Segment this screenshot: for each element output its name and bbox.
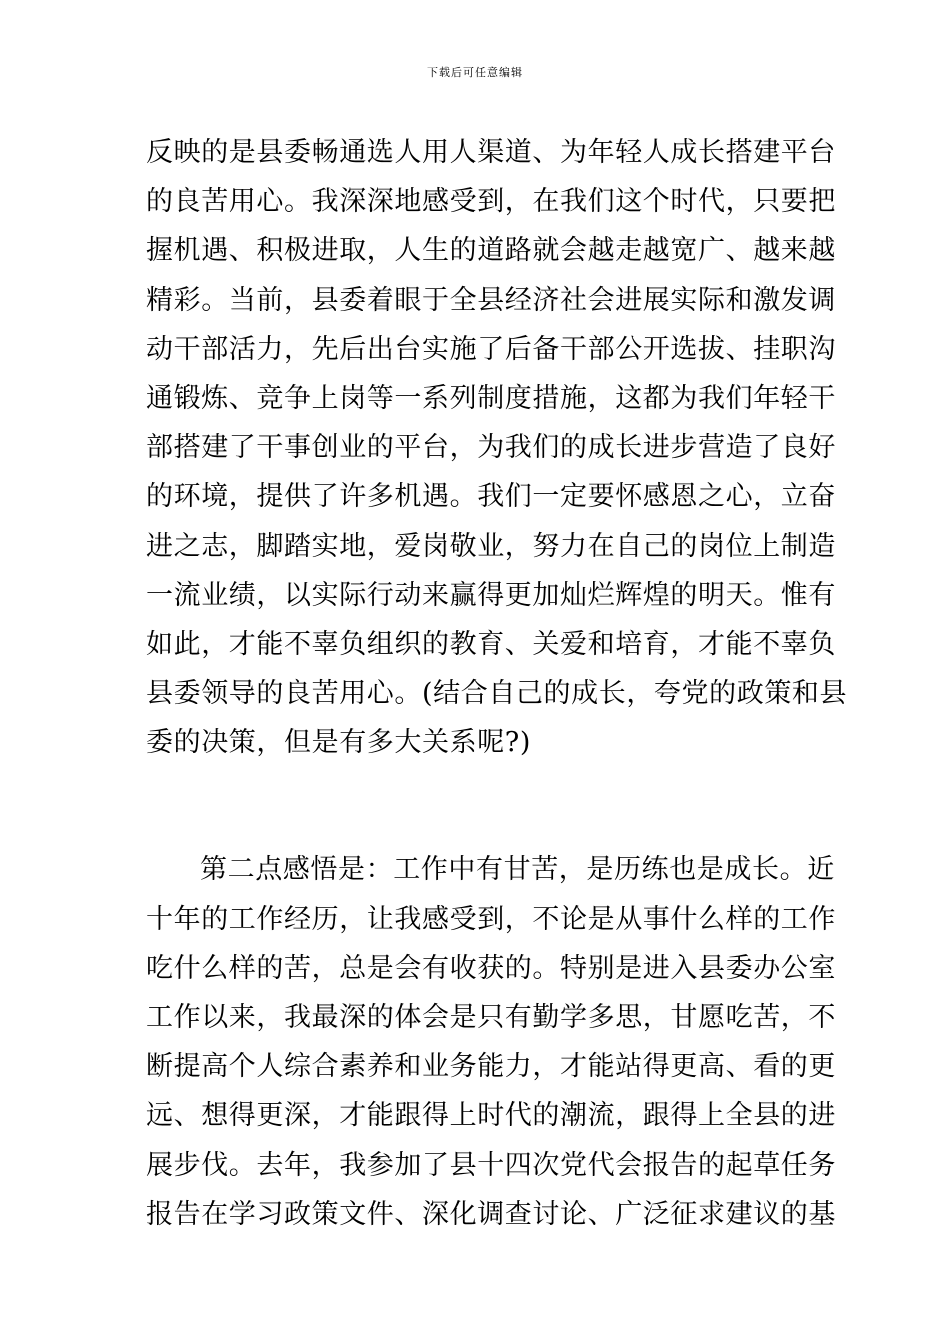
text-line: 远、想得更深，才能跟得上时代的潮流，跟得上全县的进 [146,1100,836,1132]
text-line: 精彩。当前，县委着眼于全县经济社会进展实际和激发调 [146,284,836,316]
paragraph-gap [146,767,816,845]
text-line: 委的决策，但是有多大关系呢?) [146,727,532,759]
text-line: 握机遇、积极进取，人生的道路就会越走越宽广、越来越 [146,235,836,267]
text-line: 的良苦用心。我深深地感受到，在我们这个时代，只要把 [146,186,836,218]
text-line: 工作以来，我最深的体会是只有勤学多思，甘愿吃苦，不 [146,1002,836,1033]
text-line: 的环境，提供了许多机遇。我们一定要怀感恩之心，立奋 [146,481,836,513]
text-line: 动干部活力，先后出台实施了后备干部公开选拔、挂职沟 [146,333,836,365]
text-line: 展步伐。去年，我参加了县十四次党代会报告的起草任务 [146,1149,836,1181]
document-body [146,128,848,1239]
text-line: 报告在学习政策文件、深化调查讨论、广泛征求建议的基 [146,1198,836,1230]
paragraph-1 [146,128,848,767]
text-line: 断提高个人综合素养和业务能力，才能站得更高、看的更 [146,1051,836,1083]
text-line: 如此，才能不辜负组织的教育、关爱和培育，才能不辜负 [146,628,836,660]
paragraph-2 [146,845,836,1239]
text-line: 十年的工作经历，让我感受到，不论是从事什么样的工作 [146,903,836,935]
page-header: 下载后可任意编辑 [427,66,523,79]
text-line: 反映的是县委畅通选人用人渠道、为年轻人成长搭建平台 [146,137,836,168]
text-line: 吃什么样的苦，总是会有收获的。特别是进入县委办公室 [146,952,836,984]
text-line: 部搭建了干事创业的平台，为我们的成长进步营造了良好 [146,432,836,464]
text-line: 一流业绩，以实际行动来赢得更加灿烂辉煌的明天。惟有 [146,579,836,611]
text-line: 通锻炼、竞争上岗等一系列制度措施，这都为我们年轻干 [146,382,836,414]
text-line: 县委领导的良苦用心。(结合自己的成长，夸党的政策和县 [146,678,848,710]
text-line: 进之志，脚踏实地，爱岗敬业，努力在自己的岗位上制造 [146,530,836,562]
text-line: 第二点感悟是：工作中有甘苦，是历练也是成长。近 [200,854,835,886]
